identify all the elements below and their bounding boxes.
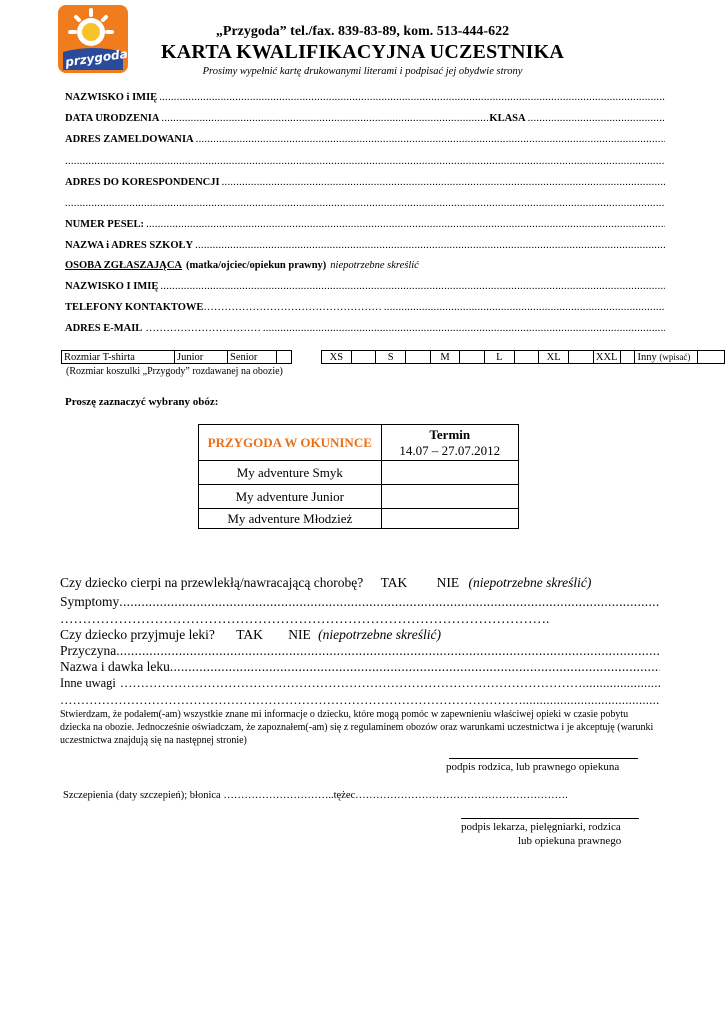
camp-checkbox-junior[interactable] [381, 485, 518, 509]
cause-field[interactable]: Przyczyna ..... [60, 643, 660, 659]
other-notes-field[interactable]: Inne uwagi ………………………………………………………………………………………………… ..... [60, 676, 660, 691]
chronic-disease-question[interactable]: Czy dziecko cierpi na przewlekłą/nawracającą chorobę? TAK NIE (niepotrzebne skreślić) [60, 575, 592, 590]
symptoms-field[interactable]: Symptomy ..... [60, 594, 660, 610]
phones-fill: …………………………………………… [203, 302, 382, 313]
reporter-paren: (matka/ojciec/opiekun prawny) [186, 260, 327, 271]
class-label: KLASA [489, 113, 526, 124]
dose-field[interactable]: Nazwa i dawka leku ..... [60, 659, 660, 675]
address-reg-continuation[interactable] [65, 153, 665, 167]
camp-header-name: PRZYGODA W OKUNINCE [199, 425, 382, 461]
birth-date-label: DATA URODZENIA [65, 113, 160, 124]
shirt-junior-option[interactable]: Junior [175, 351, 228, 364]
camp-checkbox-mlodziez[interactable] [381, 509, 518, 529]
camp-option-junior: My adventure Junior [199, 485, 382, 509]
other-notes-continuation[interactable]: ………………………………………………………………………………………………… ..... [60, 693, 660, 708]
name-field[interactable] [65, 89, 665, 103]
shirt-type-checkbox[interactable] [277, 351, 292, 364]
pesel-label: NUMER PESEL: [65, 219, 145, 230]
phones-field[interactable] [65, 299, 665, 313]
name-label: NAZWISKO i IMIĘ [65, 92, 158, 103]
reporter-note: niepotrzebne skreślić [330, 260, 419, 271]
address-corr-label: ADRES DO KORESPONDENCJI [65, 177, 220, 188]
camp-checkbox-smyk[interactable] [381, 461, 518, 485]
logo-text: przygoda [64, 46, 129, 70]
size-xl[interactable]: XL [539, 351, 569, 364]
shirt-label: Rozmiar T-shirta [62, 351, 175, 364]
phones-label: TELEFONY KONTAKTOWE [65, 302, 204, 313]
email-label: ADRES E-MAIL [65, 323, 143, 334]
shirt-size-table [321, 350, 725, 364]
chronic-no[interactable]: NIE [436, 575, 460, 590]
medication-question[interactable]: Czy dziecko przyjmuje leki? TAK NIE (niepotrzebne skreślić) [60, 627, 441, 642]
shirt-type-table [61, 350, 292, 364]
medication-no[interactable]: NIE [288, 627, 311, 642]
address-reg-field[interactable] [65, 131, 665, 145]
birth-date-field[interactable] [65, 110, 665, 124]
camp-header-term: Termin 14.07 – 27.07.2012 [381, 425, 518, 461]
reporter-name-field[interactable] [65, 278, 665, 292]
reporter-heading [65, 257, 665, 271]
size-s[interactable]: S [376, 351, 406, 364]
symptoms-continuation[interactable]: ………………………………………………………………………………………………. [60, 611, 550, 626]
address-corr-continuation[interactable] [65, 195, 665, 209]
page-subtitle: Prosimy wypełnić kartę drukowanymi literami i podpisać jej obydwie strony [202, 66, 523, 77]
reporter-name-label: NAZWISKO I IMIĘ [65, 281, 159, 292]
pesel-field[interactable] [65, 216, 665, 230]
address-corr-field[interactable] [65, 174, 665, 188]
page-title: KARTA KWALIFIKACYJNA UCZESTNIKA [161, 41, 564, 63]
camp-option-smyk: My adventure Smyk [199, 461, 382, 485]
medication-yes[interactable]: TAK [236, 627, 263, 642]
camp-question: Proszę zaznaczyć wybrany obóz: [65, 396, 219, 408]
shirt-note: (Rozmiar koszulki „Przygody” rozdawanej na obozie) [66, 366, 283, 377]
size-l[interactable]: L [485, 351, 515, 364]
size-xxl[interactable]: XXL [593, 351, 620, 364]
shirt-senior-option[interactable]: Senior [228, 351, 277, 364]
doctor-signature-line[interactable] [461, 818, 639, 819]
doctor-signature-label-2: lub opiekuna prawnego [518, 835, 622, 847]
school-field[interactable] [65, 237, 665, 251]
size-other[interactable]: Inny (wpisać) [635, 351, 698, 364]
vaccination-field[interactable]: Szczepienia (daty szczepień); błonica …………………………..tężec……………………………………………………. [63, 790, 568, 801]
email-field[interactable] [65, 320, 665, 334]
chronic-yes[interactable]: TAK [380, 575, 408, 590]
camp-table [198, 424, 519, 529]
size-m[interactable]: M [430, 351, 460, 364]
doctor-signature-label: podpis lekarza, pielęgniarki, rodzica [461, 821, 621, 833]
parent-signature-line[interactable] [449, 758, 638, 759]
declaration-text: Stwierdzam, że podałem(-am) wszystkie znane mi informacje o dziecku, które mogą pomóc w zapewnieniu właściwej opieki w czasie pobytu dziecka na obozie. Jednocześnie oświadczam, że zapoznałem(-am) się z regulaminem obozów oraz warunkami uczestnictwa i je akceptuję (warunki uczestnictwa znajdują się na następnej stronie) [60, 709, 654, 746]
camp-option-mlodziez: My adventure Młodzież [199, 509, 382, 529]
size-xs[interactable]: XS [322, 351, 352, 364]
parent-signature-label: podpis rodzica, lub prawnego opiekuna [446, 761, 620, 773]
email-fill: …………………………… [145, 323, 261, 334]
reporter-label: OSOBA ZGŁASZAJĄCA [65, 260, 182, 271]
address-reg-label: ADRES ZAMELDOWANIA [65, 134, 194, 145]
header-contact: „Przygoda” tel./fax. 839-83-89, kom. 513-444-622 [215, 24, 510, 39]
school-label: NAZWA i ADRES SZKOŁY [65, 240, 194, 251]
